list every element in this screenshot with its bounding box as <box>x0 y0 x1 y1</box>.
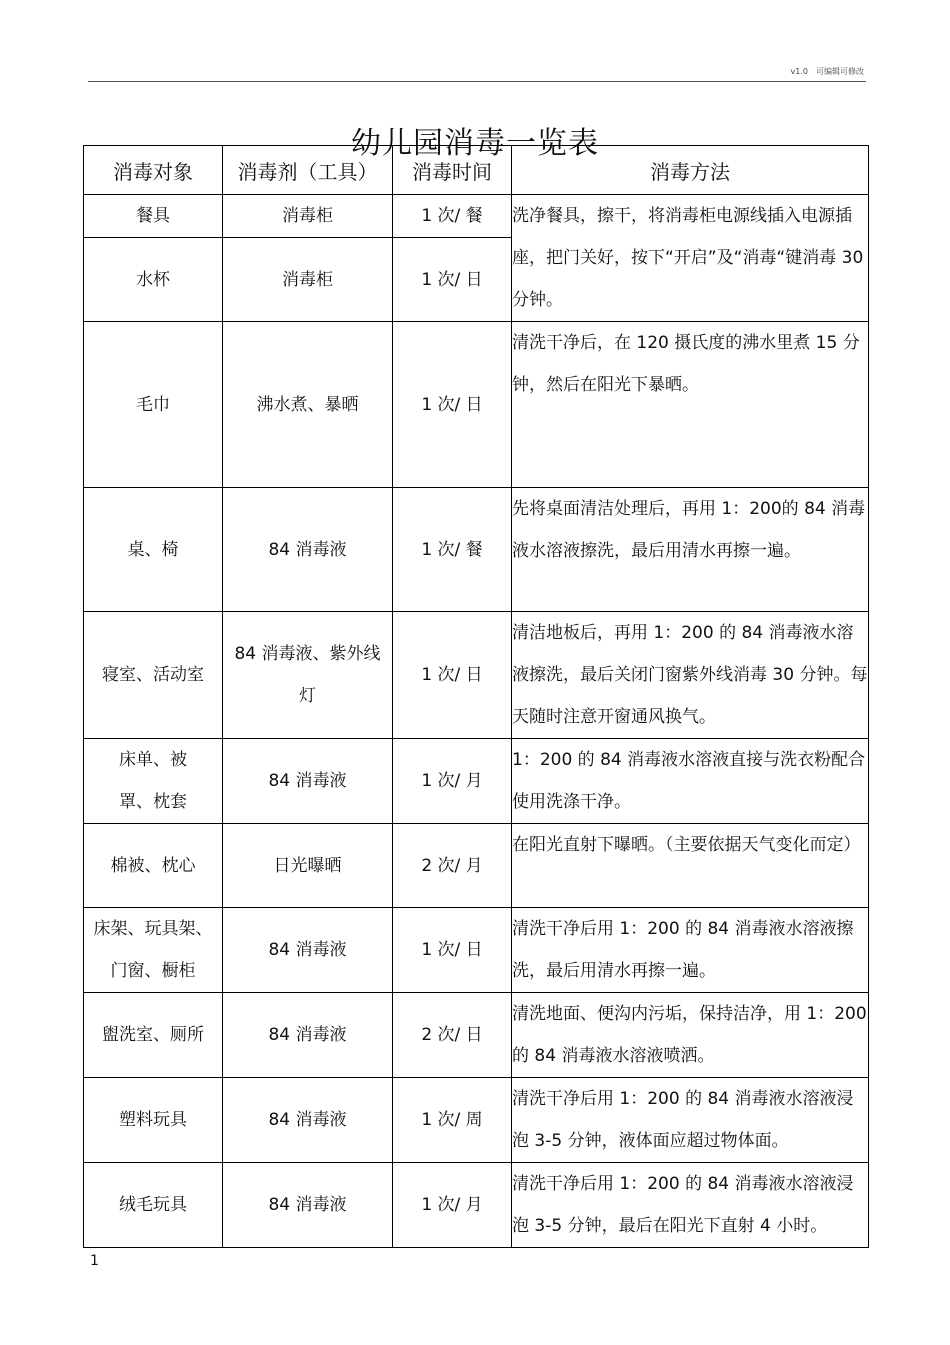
agent-cell: 消毒柜 <box>223 238 393 322</box>
table-row <box>84 824 869 908</box>
object-cell: 桌、椅 <box>84 488 223 612</box>
agent-cell: 84 消毒液 <box>223 908 393 993</box>
time-cell: 1 次/ 餐 <box>393 195 512 238</box>
method-cell: 先将桌面清洁处理后，再用 1：200的 84 消毒液水溶液擦洗，最后用清水再擦一遍。 <box>512 488 869 612</box>
time-cell: 1 次/ 日 <box>393 908 512 993</box>
agent-cell: 84 消毒液 <box>223 488 393 612</box>
agent-cell: 84 消毒液 <box>223 993 393 1078</box>
object-cell: 棉被、枕心 <box>84 824 223 908</box>
object-cell: 毛巾 <box>84 322 223 488</box>
disinfection-table <box>83 145 869 1248</box>
object-cell: 盥洗室、厕所 <box>84 993 223 1078</box>
table-row <box>84 195 869 238</box>
object-cell: 餐具 <box>84 195 223 238</box>
table-row <box>84 739 869 824</box>
agent-cell: 消毒柜 <box>223 195 393 238</box>
column-header-method: 消毒方法 <box>512 146 869 195</box>
object-cell: 床单、被罩、枕套 <box>84 739 223 824</box>
table-header-row <box>84 146 869 195</box>
header-divider <box>88 81 866 82</box>
table-row <box>84 908 869 993</box>
table-row <box>84 612 869 739</box>
agent-cell: 84 消毒液 <box>223 739 393 824</box>
time-cell: 1 次/ 日 <box>393 238 512 322</box>
column-header-agent: 消毒剂（工具） <box>223 146 393 195</box>
page-title: 幼儿园消毒一览表 <box>351 126 599 162</box>
table-row <box>84 1078 869 1163</box>
method-cell: 1：200 的 84 消毒液水溶液直接与洗衣粉配合使用洗涤干净。 <box>512 739 869 824</box>
object-cell: 塑料玩具 <box>84 1078 223 1163</box>
time-cell: 1 次/ 周 <box>393 1078 512 1163</box>
method-cell: 清洗地面、便沟内污垢，保持洁净，用 1：200 的 84 消毒液水溶液喷洒。 <box>512 993 869 1078</box>
column-header-time: 消毒时间 <box>393 146 512 195</box>
time-cell: 2 次/ 日 <box>393 993 512 1078</box>
page-number: 1 <box>90 1253 99 1269</box>
time-cell: 1 次/ 月 <box>393 739 512 824</box>
time-cell: 1 次/ 日 <box>393 322 512 488</box>
method-cell: 清洗干净后用 1：200 的 84 消毒液水溶液擦洗，最后用清水再擦一遍。 <box>512 908 869 993</box>
agent-cell: 84 消毒液、紫外线灯 <box>223 612 393 739</box>
table-row <box>84 322 869 488</box>
agent-cell: 沸水煮、暴晒 <box>223 322 393 488</box>
object-cell: 寝室、活动室 <box>84 612 223 739</box>
time-cell: 1 次/ 月 <box>393 1163 512 1248</box>
object-cell: 床架、玩具架、门窗、橱柜 <box>84 908 223 993</box>
time-cell: 1 次/ 日 <box>393 612 512 739</box>
object-cell: 绒毛玩具 <box>84 1163 223 1248</box>
method-cell: 清洁地板后，再用 1：200 的 84 消毒液水溶液擦洗，最后关闭门窗紫外线消毒 30 分钟。每天随时注意开窗通风换气。 <box>512 612 869 739</box>
method-cell: 洗净餐具，擦干，将消毒柜电源线插入电源插座，把门关好，按下“开启”及“消毒“键消毒 30 分钟。 <box>512 195 869 322</box>
time-cell: 1 次/ 餐 <box>393 488 512 612</box>
time-cell: 2 次/ 月 <box>393 824 512 908</box>
method-cell: 在阳光直射下曝晒。（主要依据天气变化而定） <box>512 824 869 908</box>
agent-cell: 日光曝晒 <box>223 824 393 908</box>
agent-cell: 84 消毒液 <box>223 1163 393 1248</box>
method-cell: 清洗干净后用 1：200 的 84 消毒液水溶液浸泡 3-5 分钟，液体面应超过物体面。 <box>512 1078 869 1163</box>
version-note: v1.0 可编辑可修改 <box>790 67 864 76</box>
column-header-object: 消毒对象 <box>84 146 223 195</box>
agent-cell: 84 消毒液 <box>223 1078 393 1163</box>
method-cell: 清洗干净后，在 120 摄氏度的沸水里煮 15 分钟，然后在阳光下暴晒。 <box>512 322 869 488</box>
table-row <box>84 993 869 1078</box>
table-row <box>84 488 869 612</box>
object-cell: 水杯 <box>84 238 223 322</box>
table-row <box>84 1163 869 1248</box>
method-cell: 清洗干净后用 1：200 的 84 消毒液水溶液浸泡 3-5 分钟，最后在阳光下直射 4 小时。 <box>512 1163 869 1248</box>
